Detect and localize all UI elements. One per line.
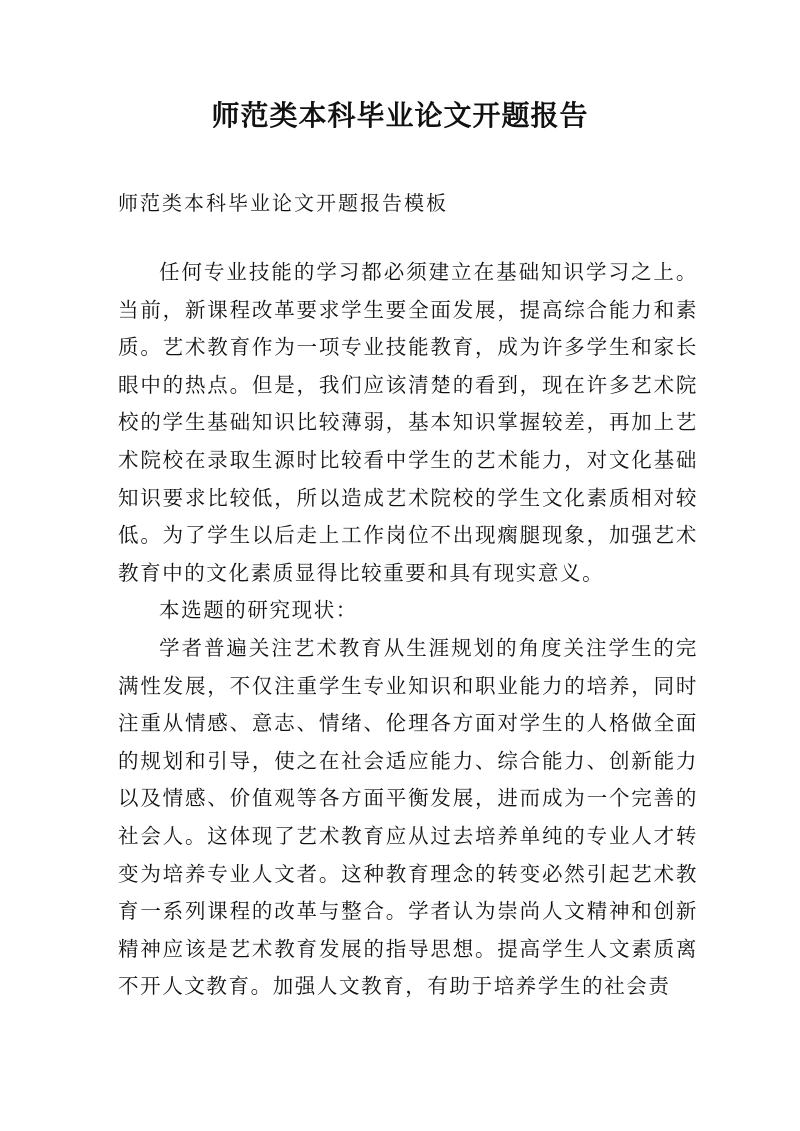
paragraph-research-status: 学者普遍关注艺术教育从生涯规划的角度关注学生的完满性发展，不仅注重学生专业知识和职业能力的培养，同时注重从情感、意志、情绪、伦理各方面对学生的人格做全面的规划和引导，使之在社会适应能力、综合能力、创新能力以及情感、价值观等各方面平衡发展，进而成为一个完善的社会人。这体现了艺术教育应从过去培养单纯的专业人才转变为培养专业人文者。这种教育理念的转变必然引起艺术教育一系列课程的改革与整合。学者认为崇尚人文精神和创新精神应该是艺术教育发展的指导思想。提高学生人文素质离不开人文教育。加强人文教育，有助于培养学生的社会责 xyxy=(118,635,698,999)
document-subtitle: 师范类本科毕业论文开题报告模板 xyxy=(118,191,448,215)
document-body xyxy=(118,254,698,1006)
paragraph-research-heading: 本选题的研究现状： xyxy=(159,598,358,623)
paragraph-intro: 任何专业技能的学习都必须建立在基础知识学习之上。当前，新课程改革要求学生要全面发展，提高综合能力和素质。艺术教育作为一项专业技能教育，成为许多学生和家长眼中的热点。但是，我们应该清楚的看到，现在许多艺术院校的学生基础知识比较薄弱，基本知识掌握较差，再加上艺术院校在录取生源时比较看中学生的艺术能力，对文化基础知识要求比较低，所以造成艺术院校的学生文化素质相对较低。为了学生以后走上工作岗位不出现瘸腿现象，加强艺术教育中的文化素质显得比较重要和具有现实意义。 xyxy=(118,260,698,585)
document-title: 师范类本科毕业论文开题报告 xyxy=(211,99,589,132)
